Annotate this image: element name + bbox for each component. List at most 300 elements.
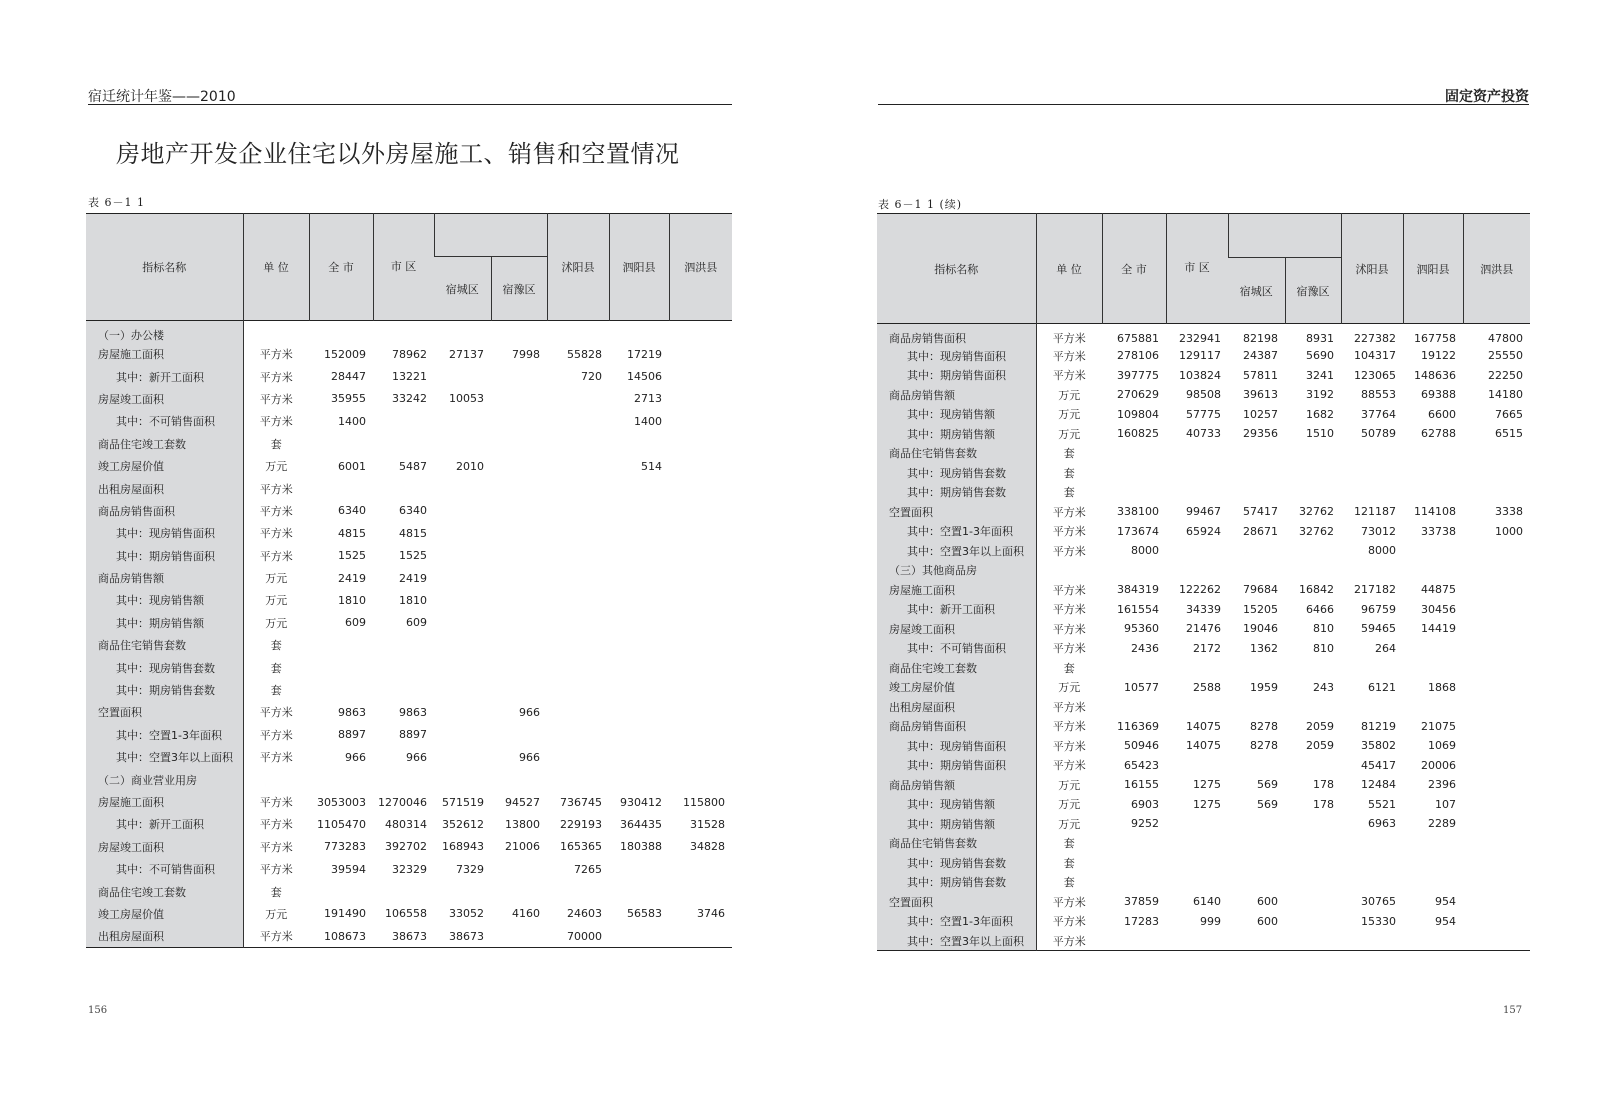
cell-value: 114108 — [1414, 505, 1456, 519]
cell-value — [434, 410, 491, 432]
cell-value — [373, 321, 434, 344]
cell-value: 123065 — [1354, 368, 1396, 382]
cell-value: 29356 — [1243, 427, 1278, 441]
cell-value — [547, 477, 609, 499]
row-unit: 套 — [1063, 837, 1075, 851]
table-row — [877, 892, 1530, 912]
cell-value — [1463, 444, 1530, 464]
cell-value: 122262 — [1179, 583, 1221, 597]
row-label: 其中：现房销售套数 — [86, 656, 243, 678]
row-unit: 平方米 — [259, 840, 293, 854]
row-label: （一）办公楼 — [86, 321, 243, 344]
cell-value: 13221 — [392, 370, 427, 384]
cell-value: 999 — [1200, 914, 1221, 928]
cell-value — [1228, 931, 1285, 951]
cell-value — [1463, 873, 1530, 893]
cell-value — [434, 500, 491, 522]
cell-value — [373, 880, 434, 902]
cell-value — [609, 612, 669, 634]
cell-value — [669, 522, 732, 544]
cell-value — [547, 724, 609, 746]
cell-value: 28447 — [331, 370, 366, 384]
cell-value: 168943 — [442, 840, 484, 854]
cell-value: 40733 — [1186, 427, 1221, 441]
row-unit: 万元 — [265, 616, 288, 630]
cell-value — [1285, 444, 1341, 464]
cell-value: 57775 — [1186, 407, 1221, 421]
cell-value — [1403, 834, 1463, 854]
row-label: 其中：期房销售套数 — [877, 483, 1036, 503]
cell-value: 5487 — [399, 459, 427, 473]
cell-value — [1463, 736, 1530, 756]
row-label: 空置面积 — [877, 892, 1036, 912]
cell-value: 954 — [1435, 895, 1456, 909]
cell-value — [1403, 561, 1463, 581]
row-label: 商品房销售额 — [877, 775, 1036, 795]
cell-value: 364435 — [620, 817, 662, 831]
cell-value — [1228, 756, 1285, 776]
row-unit: 平方米 — [259, 706, 293, 720]
col-header-urban: 市 区 — [1166, 214, 1228, 324]
cell-value — [609, 567, 669, 589]
cell-value — [1285, 814, 1341, 834]
row-label: 其中：空置1-3年面积 — [86, 724, 243, 746]
row-unit: 平方米 — [259, 818, 293, 832]
cell-value: 2419 — [338, 571, 366, 585]
table-row — [86, 836, 732, 858]
cell-value — [669, 365, 732, 387]
row-unit — [243, 321, 309, 344]
cell-value: 6340 — [338, 504, 366, 518]
table-row — [877, 424, 1530, 444]
cell-value — [609, 880, 669, 902]
cell-value — [434, 612, 491, 634]
cell-value: 161554 — [1117, 602, 1159, 616]
cell-value: 65423 — [1124, 758, 1159, 772]
running-header-right: 固定资产投资 — [1445, 89, 1529, 105]
cell-value: 4160 — [512, 907, 540, 921]
row-unit: 万元 — [265, 460, 288, 474]
cell-value: 2396 — [1428, 778, 1456, 792]
cell-value — [373, 410, 434, 432]
table-row — [86, 433, 732, 455]
row-label: 竣工房屋价值 — [86, 903, 243, 925]
cell-value — [491, 365, 547, 387]
cell-value — [669, 410, 732, 432]
cell-value: 1959 — [1250, 680, 1278, 694]
cell-value: 571519 — [442, 795, 484, 809]
cell-value: 44875 — [1421, 583, 1456, 597]
cell-value — [434, 724, 491, 746]
table-row — [877, 405, 1530, 425]
cell-value — [669, 388, 732, 410]
cell-value: 22250 — [1488, 368, 1523, 382]
cell-value: 24387 — [1243, 349, 1278, 363]
cell-value — [1463, 697, 1530, 717]
row-label: 其中：空置1-3年面积 — [877, 522, 1036, 542]
cell-value — [373, 477, 434, 499]
cell-value: 10053 — [449, 392, 484, 406]
cell-value — [1463, 658, 1530, 678]
row-unit: 平方米 — [1052, 544, 1086, 558]
table-row — [86, 903, 732, 925]
cell-value — [309, 656, 373, 678]
cell-value — [1166, 561, 1228, 581]
cell-value — [1285, 541, 1341, 561]
table-row — [877, 678, 1530, 698]
cell-value: 8931 — [1306, 331, 1334, 345]
row-unit: 万元 — [265, 572, 288, 586]
cell-value: 14075 — [1186, 739, 1221, 753]
cell-value — [434, 880, 491, 902]
cell-value — [491, 455, 547, 477]
cell-value — [434, 477, 491, 499]
cell-value: 121187 — [1354, 505, 1396, 519]
cell-value: 2010 — [456, 459, 484, 473]
cell-value: 30765 — [1361, 895, 1396, 909]
cell-value: 14419 — [1421, 622, 1456, 636]
row-unit: 平方米 — [259, 863, 293, 877]
table-row — [877, 619, 1530, 639]
cell-value — [434, 589, 491, 611]
cell-value — [491, 679, 547, 701]
table-row — [86, 388, 732, 410]
cell-value: 720 — [581, 370, 602, 384]
row-label: 其中：期房销售额 — [877, 814, 1036, 834]
cell-value — [547, 679, 609, 701]
cell-value — [1463, 619, 1530, 639]
table-row — [877, 931, 1530, 951]
row-label: 空置面积 — [877, 502, 1036, 522]
cell-value — [309, 679, 373, 701]
cell-value — [547, 567, 609, 589]
table-row — [877, 717, 1530, 737]
page-title: 房地产开发企业住宅以外房屋施工、销售和空置情况 — [116, 140, 680, 168]
cell-value — [1341, 483, 1403, 503]
cell-value — [373, 634, 434, 656]
row-label: 其中：现房销售额 — [877, 795, 1036, 815]
cell-value: 32762 — [1299, 524, 1334, 538]
cell-value — [1228, 444, 1285, 464]
cell-value — [547, 589, 609, 611]
cell-value: 13800 — [505, 817, 540, 831]
cell-value — [1102, 931, 1166, 951]
cell-value: 232941 — [1179, 331, 1221, 345]
table-row — [86, 455, 732, 477]
row-unit: 万元 — [1058, 427, 1081, 441]
row-label: 其中：期房销售额 — [86, 612, 243, 634]
cell-value — [1341, 444, 1403, 464]
cell-value — [1285, 873, 1341, 893]
cell-value — [1341, 853, 1403, 873]
cell-value — [1228, 834, 1285, 854]
cell-value: 14180 — [1488, 388, 1523, 402]
row-unit: 平方米 — [259, 370, 293, 384]
row-label: （三）其他商品房 — [877, 561, 1036, 581]
cell-value — [1463, 541, 1530, 561]
cell-value — [491, 433, 547, 455]
cell-value: 19122 — [1421, 349, 1456, 363]
cell-value: 600 — [1257, 895, 1278, 909]
cell-value: 152009 — [324, 347, 366, 361]
cell-value: 609 — [345, 616, 366, 630]
cell-value: 116369 — [1117, 719, 1159, 733]
cell-value: 966 — [345, 750, 366, 764]
cell-value: 20006 — [1421, 758, 1456, 772]
cell-value — [491, 321, 547, 344]
cell-value — [434, 746, 491, 768]
cell-value — [1341, 834, 1403, 854]
cell-value — [1463, 483, 1530, 503]
table-row — [86, 522, 732, 544]
table-row — [86, 500, 732, 522]
cell-value — [1166, 697, 1228, 717]
cell-value — [1166, 853, 1228, 873]
cell-value — [491, 545, 547, 567]
table-row — [877, 541, 1530, 561]
cell-value — [669, 768, 732, 790]
cell-value — [609, 321, 669, 344]
cell-value: 2172 — [1193, 641, 1221, 655]
cell-value: 115800 — [683, 795, 725, 809]
col-header-siyang: 泗阳县 — [1403, 214, 1463, 324]
cell-value — [669, 477, 732, 499]
row-label: 其中：现房销售套数 — [877, 463, 1036, 483]
cell-value: 3053003 — [317, 795, 366, 809]
cell-value — [1166, 463, 1228, 483]
cell-value — [1341, 463, 1403, 483]
col-header-all: 全 市 — [1102, 214, 1166, 324]
cell-value: 6140 — [1193, 895, 1221, 909]
table-row — [86, 365, 732, 387]
cell-value: 2059 — [1306, 739, 1334, 753]
table-row — [86, 634, 732, 656]
cell-value: 954 — [1435, 914, 1456, 928]
cell-value: 4815 — [338, 526, 366, 540]
cell-value: 9252 — [1131, 817, 1159, 831]
table-row — [877, 873, 1530, 893]
cell-value — [434, 522, 491, 544]
row-label: 房屋竣工面积 — [877, 619, 1036, 639]
cell-value — [1341, 697, 1403, 717]
table-row — [86, 880, 732, 902]
row-unit: 平方米 — [1052, 700, 1086, 714]
cell-value — [1102, 658, 1166, 678]
cell-value: 1000 — [1495, 524, 1523, 538]
row-unit: 套 — [270, 684, 282, 698]
cell-value: 1682 — [1306, 407, 1334, 421]
cell-value — [547, 410, 609, 432]
table-number-left: 表 6－1 1 — [88, 196, 145, 209]
row-label: 其中：空置3年以上面积 — [86, 746, 243, 768]
cell-value — [1463, 580, 1530, 600]
row-unit: 平方米 — [1052, 739, 1086, 753]
row-unit: 平方米 — [259, 527, 293, 541]
row-unit: 套 — [270, 639, 282, 653]
row-label: 出租房屋面积 — [877, 697, 1036, 717]
cell-value — [1463, 678, 1530, 698]
cell-value — [434, 768, 491, 790]
row-unit: 平方米 — [259, 728, 293, 742]
row-unit: 套 — [1063, 486, 1075, 500]
cell-value — [491, 724, 547, 746]
cell-value — [1228, 697, 1285, 717]
cell-value: 39613 — [1243, 388, 1278, 402]
cell-value — [373, 679, 434, 701]
cell-value — [1285, 697, 1341, 717]
cell-value — [1228, 814, 1285, 834]
cell-value — [434, 433, 491, 455]
table-row — [877, 639, 1530, 659]
cell-value: 6963 — [1368, 817, 1396, 831]
cell-value — [1166, 444, 1228, 464]
cell-value — [1403, 853, 1463, 873]
cell-value — [1285, 892, 1341, 912]
cell-value — [547, 388, 609, 410]
cell-value — [1463, 639, 1530, 659]
cell-value: 352612 — [442, 817, 484, 831]
col-header-sihong: 泗洪县 — [1463, 214, 1530, 324]
row-label: 商品房销售面积 — [86, 500, 243, 522]
cell-value: 34339 — [1186, 602, 1221, 616]
cell-value: 37764 — [1361, 407, 1396, 421]
row-unit — [1036, 561, 1102, 581]
cell-value: 45417 — [1361, 758, 1396, 772]
row-label: 出租房屋面积 — [86, 477, 243, 499]
cell-value — [609, 522, 669, 544]
cell-value: 24603 — [567, 907, 602, 921]
cell-value — [1341, 873, 1403, 893]
cell-value: 773283 — [324, 840, 366, 854]
row-label: 房屋施工面积 — [86, 343, 243, 365]
cell-value: 736745 — [560, 795, 602, 809]
cell-value: 392702 — [385, 840, 427, 854]
row-unit: 平方米 — [259, 482, 293, 496]
row-label: 其中：空置1-3年面积 — [877, 912, 1036, 932]
row-label: 出租房屋面积 — [86, 925, 243, 947]
table-row — [877, 912, 1530, 932]
cell-value — [1166, 814, 1228, 834]
running-header-left: 宿迁统计年鉴——2010 — [88, 89, 236, 105]
cell-value: 88553 — [1361, 388, 1396, 402]
table-row — [877, 834, 1530, 854]
cell-value — [609, 679, 669, 701]
cell-value — [1228, 873, 1285, 893]
table-row — [86, 925, 732, 947]
row-unit: 套 — [270, 437, 282, 451]
cell-value — [1102, 463, 1166, 483]
cell-value: 7329 — [456, 862, 484, 876]
cell-value: 810 — [1313, 641, 1334, 655]
cell-value — [669, 679, 732, 701]
row-label: 商品住宅销售套数 — [877, 834, 1036, 854]
cell-value: 21075 — [1421, 719, 1456, 733]
cell-value — [1166, 931, 1228, 951]
table-row — [86, 813, 732, 835]
row-label: 其中：现房销售套数 — [877, 853, 1036, 873]
row-unit: 平方米 — [1052, 642, 1086, 656]
cell-value — [491, 768, 547, 790]
row-label: 房屋竣工面积 — [86, 836, 243, 858]
cell-value: 7665 — [1495, 407, 1523, 421]
cell-value — [1403, 658, 1463, 678]
cell-value — [1463, 892, 1530, 912]
cell-value: 810 — [1313, 622, 1334, 636]
row-unit: 万元 — [1058, 817, 1081, 831]
cell-value: 27137 — [449, 347, 484, 361]
table-row — [877, 756, 1530, 776]
cell-value: 6121 — [1368, 680, 1396, 694]
cell-value — [669, 343, 732, 365]
cell-value: 98508 — [1186, 388, 1221, 402]
cell-value: 180388 — [620, 840, 662, 854]
cell-value — [434, 634, 491, 656]
page-number-left: 156 — [88, 1005, 108, 1016]
cell-value — [1341, 931, 1403, 951]
cell-value: 82198 — [1243, 331, 1278, 345]
row-unit: 套 — [270, 885, 282, 899]
cell-value — [669, 656, 732, 678]
table-row — [877, 814, 1530, 834]
row-unit: 平方米 — [1052, 332, 1086, 345]
cell-value — [491, 858, 547, 880]
cell-value — [669, 433, 732, 455]
row-label: 商品房销售额 — [86, 567, 243, 589]
table-row — [877, 502, 1530, 522]
cell-value: 47800 — [1488, 331, 1523, 345]
row-unit: 万元 — [1058, 388, 1081, 402]
cell-value — [547, 656, 609, 678]
cell-value — [609, 724, 669, 746]
cell-value — [547, 500, 609, 522]
row-unit: 平方米 — [259, 504, 293, 518]
cell-value — [547, 746, 609, 768]
row-unit: 平方米 — [259, 549, 293, 563]
row-unit: 平方米 — [1052, 369, 1086, 383]
row-label: 竣工房屋价值 — [877, 678, 1036, 698]
cell-value — [547, 701, 609, 723]
cell-value: 5521 — [1368, 797, 1396, 811]
cell-value — [1463, 463, 1530, 483]
row-unit: 平方米 — [1052, 934, 1086, 948]
cell-value: 15205 — [1243, 602, 1278, 616]
cell-value: 2436 — [1131, 641, 1159, 655]
cell-value — [609, 746, 669, 768]
cell-value — [547, 321, 609, 344]
row-unit: 平方米 — [1052, 720, 1086, 734]
cell-value: 37859 — [1124, 895, 1159, 909]
cell-value: 6466 — [1306, 602, 1334, 616]
cell-value: 16155 — [1124, 778, 1159, 792]
cell-value: 1362 — [1250, 641, 1278, 655]
cell-value: 1105470 — [317, 817, 366, 831]
cell-value: 106558 — [385, 907, 427, 921]
cell-value — [373, 656, 434, 678]
cell-value: 2289 — [1428, 817, 1456, 831]
cell-value: 99467 — [1186, 505, 1221, 519]
cell-value: 966 — [406, 750, 427, 764]
cell-value: 34828 — [690, 840, 725, 854]
row-label: 商品房销售面积 — [877, 324, 1036, 347]
row-unit: 平方米 — [259, 796, 293, 809]
row-label: 房屋施工面积 — [86, 791, 243, 813]
table-row — [877, 463, 1530, 483]
cell-value: 57417 — [1243, 505, 1278, 519]
cell-value — [1341, 658, 1403, 678]
cell-value — [491, 880, 547, 902]
cell-value: 191490 — [324, 907, 366, 921]
cell-value — [1102, 834, 1166, 854]
